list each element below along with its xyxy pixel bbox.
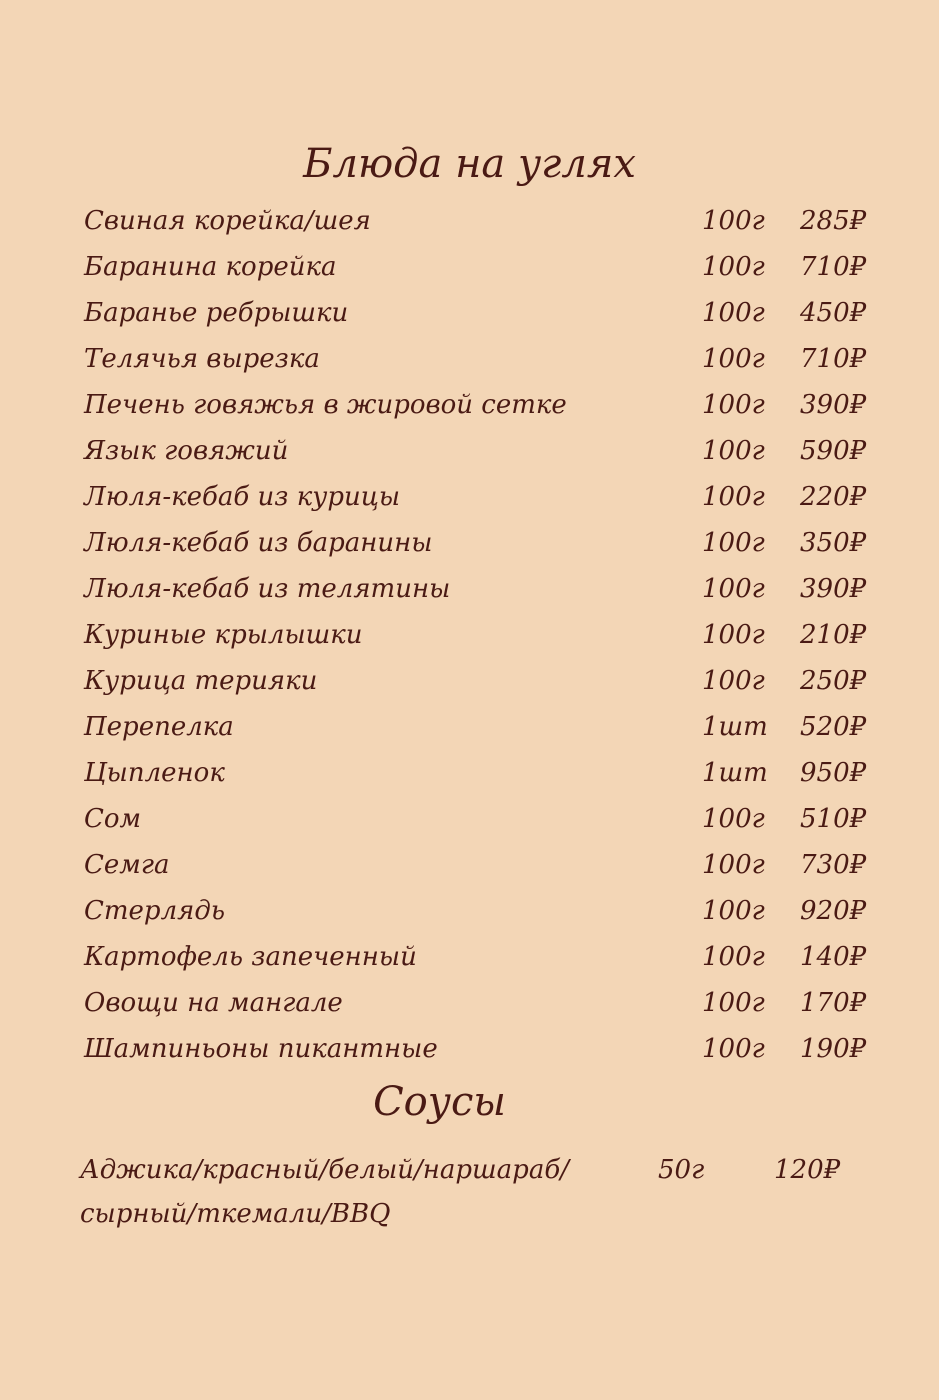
menu-item-price: 510₽	[800, 804, 867, 834]
menu-item-price: 250₽	[800, 666, 867, 696]
menu-item	[84, 934, 874, 980]
menu-item-portion: 100г	[702, 482, 765, 512]
menu-item-price: 950₽	[800, 758, 867, 788]
menu-item-portion: 100г	[702, 344, 765, 374]
menu-item-portion: 1шт	[702, 758, 768, 788]
menu-item-price: 730₽	[800, 850, 867, 880]
menu-item-portion: 1шт	[702, 712, 768, 742]
menu-item-name: Перепелка	[84, 712, 234, 742]
menu-item-price: 590₽	[800, 436, 867, 466]
menu-item-price: 920₽	[800, 896, 867, 926]
menu-item-portion: 100г	[702, 252, 765, 282]
menu-item-portion: 100г	[702, 1034, 765, 1064]
menu-item-portion: 100г	[702, 942, 765, 972]
menu-item-name: Люля-кебаб из баранины	[84, 528, 433, 558]
menu-item-portion: 100г	[702, 804, 765, 834]
menu-item	[84, 520, 874, 566]
menu-item	[84, 658, 874, 704]
menu-item-price: 350₽	[800, 528, 867, 558]
menu-item	[84, 612, 874, 658]
menu-item	[84, 382, 874, 428]
grill-section-title: Блюда на углях	[303, 141, 636, 187]
menu-item	[84, 796, 874, 842]
menu-item-price: 285₽	[800, 206, 867, 236]
menu-item-portion: 100г	[702, 896, 765, 926]
menu-item-name: Баранина корейка	[84, 252, 337, 282]
menu-item-portion: 100г	[702, 436, 765, 466]
menu-item-portion: 100г	[702, 988, 765, 1018]
menu-item	[84, 888, 874, 934]
menu-item-portion: 100г	[702, 528, 765, 558]
menu-item-name: Картофель запеченный	[84, 942, 417, 972]
menu-item	[84, 750, 874, 796]
menu-item-name: Овощи на мангале	[84, 988, 343, 1018]
menu-item-price: 210₽	[800, 620, 867, 650]
menu-item-price: 710₽	[800, 344, 867, 374]
menu-item-name: Шампиньоны пикантные	[84, 1034, 438, 1064]
menu-item	[84, 198, 874, 244]
menu-item	[84, 336, 874, 382]
menu-item-price: 450₽	[800, 298, 867, 328]
menu-item-name: Семга	[84, 850, 170, 880]
menu-item	[84, 704, 874, 750]
menu-item-name: Язык говяжий	[84, 436, 289, 466]
menu-item	[84, 244, 874, 290]
menu-item	[84, 474, 874, 520]
menu-item-name: Цыпленок	[84, 758, 225, 788]
menu-item	[84, 290, 874, 336]
menu-item-portion: 100г	[702, 666, 765, 696]
menu-item-name: Курица терияки	[84, 666, 318, 696]
menu-item-portion: 100г	[702, 390, 765, 420]
menu-item-price: 710₽	[800, 252, 867, 282]
menu-item-price: 170₽	[800, 988, 867, 1018]
menu-item-price: 390₽	[800, 390, 867, 420]
sauce-item-price: 120₽	[774, 1155, 841, 1185]
menu-item	[84, 566, 874, 612]
menu-item-name: Люля-кебаб из телятины	[84, 574, 451, 604]
menu-item	[84, 428, 874, 474]
menu-item-portion: 100г	[702, 850, 765, 880]
menu-item	[84, 1026, 874, 1072]
menu-item	[84, 980, 874, 1026]
menu-item-portion: 100г	[702, 206, 765, 236]
sauce-item-portion: 50г	[658, 1155, 705, 1185]
menu-item-portion: 100г	[702, 620, 765, 650]
menu-item-name: Печень говяжья в жировой сетке	[84, 390, 567, 420]
sauce-item	[80, 1148, 870, 1236]
menu-item-name: Свиная корейка/шея	[84, 206, 371, 236]
menu-item-name: Стерлядь	[84, 896, 225, 926]
menu-item-portion: 100г	[702, 574, 765, 604]
sauce-item-name-line2: сырный/ткемали/BBQ	[80, 1199, 391, 1229]
menu-item-portion: 100г	[702, 298, 765, 328]
menu-item-name: Телячья вырезка	[84, 344, 320, 374]
menu-item-price: 190₽	[800, 1034, 867, 1064]
menu-item-price: 140₽	[800, 942, 867, 972]
menu-item	[84, 842, 874, 888]
menu-item-name: Сом	[84, 804, 142, 834]
menu-item-name: Куриные крылышки	[84, 620, 363, 650]
menu-item-name: Баранье ребрышки	[84, 298, 349, 328]
menu-item-name: Люля-кебаб из курицы	[84, 482, 401, 512]
menu-item-price: 520₽	[800, 712, 867, 742]
sauce-item-name-line1: Аджика/красный/белый/наршараб/	[80, 1155, 569, 1185]
menu-item-price: 390₽	[800, 574, 867, 604]
sauce-section-title: Соусы	[373, 1079, 506, 1125]
grill-menu-list	[84, 198, 874, 1072]
menu-item-price: 220₽	[800, 482, 867, 512]
